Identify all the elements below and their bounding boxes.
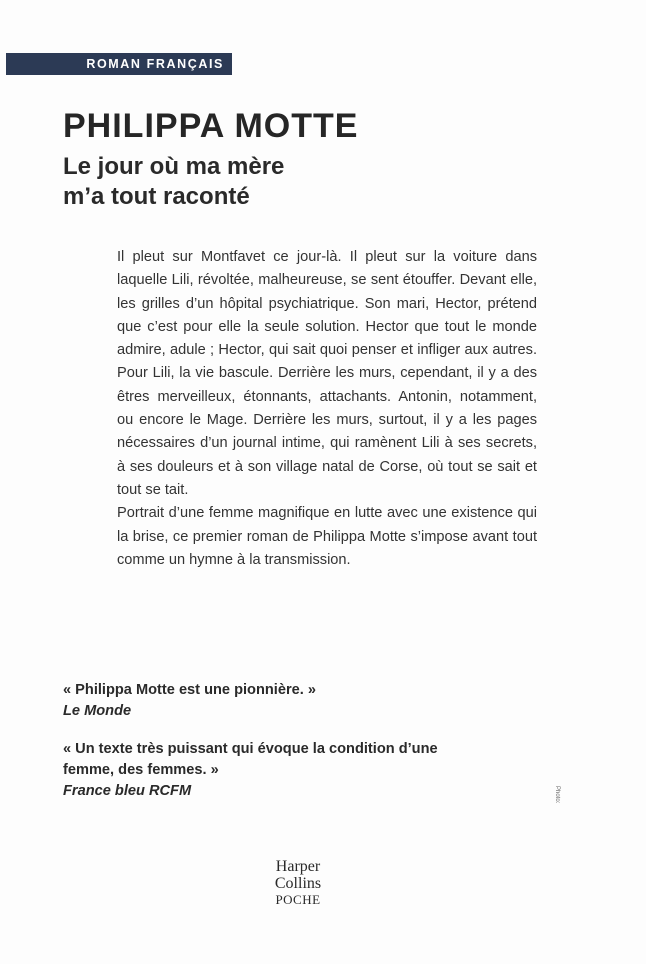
quote-text: « Philippa Motte est une pionnière. » [63,682,316,698]
category-label: ROMAN FRANÇAIS [6,53,232,75]
press-quote [63,739,483,802]
book-title-line-1: Le jour où ma mère [63,153,285,180]
publisher-logo-line-1: Harper [275,858,321,875]
photo-credit: Photo: [554,786,560,804]
publisher-logo-line-2: Collins [274,875,322,892]
quote-source: Le Monde [63,703,132,719]
book-title [63,152,284,212]
synopsis-paragraph-1: Il pleut sur Montfavet ce jour-là. Il pleut sur la voiture dans laquelle Lili, révoltée, malheureuse, se sent étouffer. Devant elle, les grilles d’un hôpital psychiatrique. Son mari, Hector, prétend que c’est pour elle la seule solution. Hector que tout le monde admire, adule ; Hector, qui sait quoi penser et infliger aux autres. Pour Lili, la vie bascule. Derrière les murs, cependant, il y a des êtres merveilleux, étonnants, attachants. Antonin, notamment, ou encore le Mage. Derrière les murs, surtout, il y a les pages nécessaires d’un journal intime, qui ramènent Lili à ses secrets, à ses douleurs et à son village natal de Corse, où tout se sait et tout se tait. [117,249,537,498]
press-quote [63,680,483,722]
author-name: PHILIPPA MOTTE [63,107,359,145]
quote-text: « Un texte très puissant qui évoque la condition d’une femme, des femmes. » [63,741,438,778]
book-title-line-2: m’a tout raconté [63,183,250,210]
synopsis [117,246,537,572]
synopsis-paragraph-2: Portrait d’une femme magnifique en lutte avec une existence qui la brise, ce premier roman de Philippa Motte s’impose avant tout comme un hymne à la transmission. [117,505,537,568]
quote-source: France bleu RCFM [63,783,192,799]
publisher-logo [262,858,334,908]
press-quotes [63,680,483,819]
publisher-logo-line-3: POCHE [275,892,321,907]
